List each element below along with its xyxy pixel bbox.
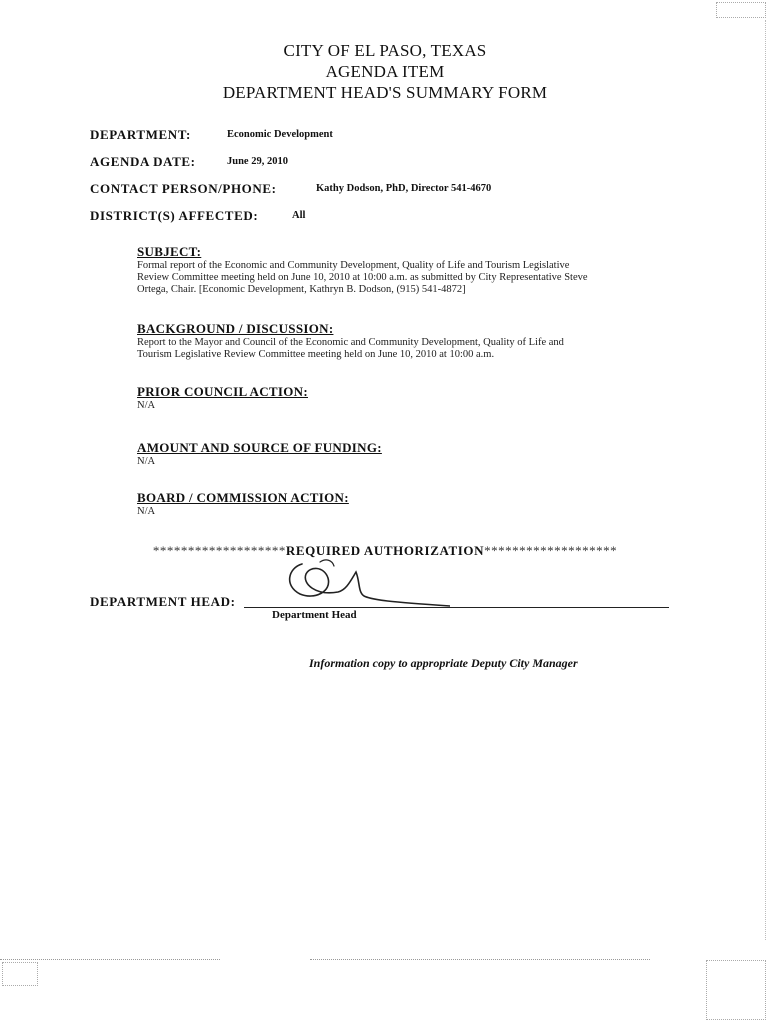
scan-artifact-line	[0, 959, 220, 960]
board-action-section	[137, 490, 697, 518]
funding-heading: AMOUNT AND SOURCE OF FUNDING:	[137, 440, 382, 455]
subject-heading: SUBJECT:	[137, 244, 202, 259]
background-heading: BACKGROUND / DISCUSSION:	[137, 321, 334, 336]
funding-body: N/A	[137, 456, 156, 467]
form-title: DEPARTMENT HEAD'S SUMMARY FORM	[222, 83, 548, 102]
handwritten-signature	[280, 552, 450, 612]
department-head-label: DEPARTMENT HEAD:	[90, 594, 236, 609]
subject-line-1: Formal report of the Economic and Community Development, Quality of Life and Tourism Legislative	[137, 260, 570, 271]
scan-artifact-edge	[765, 20, 766, 940]
agenda-date-label: AGENDA DATE:	[90, 154, 196, 169]
scan-artifact-line-2	[310, 959, 650, 960]
stars-right: *******************	[484, 543, 618, 558]
subject-line-2: Review Committee meeting held on June 10, 2010 at 10:00 a.m. as submitted by City Representative Steve	[137, 272, 588, 283]
district-label: DISTRICT(S) AFFECTED:	[90, 208, 259, 223]
information-copy-note: Information copy to appropriate Deputy City Manager	[309, 656, 578, 670]
stars-left: *******************	[152, 543, 286, 558]
funding-section	[137, 440, 697, 468]
contact-value: Kathy Dodson, PhD, Director 541-4670	[316, 183, 492, 194]
scan-artifact-box-left	[2, 962, 38, 986]
district-value: All	[292, 210, 306, 221]
board-action-body: N/A	[137, 506, 156, 517]
background-line-1: Report to the Mayor and Council of the Economic and Community Development, Quality of Life and	[137, 337, 564, 348]
required-authorization-label: REQUIRED AUTHORIZATION	[285, 543, 485, 558]
signature-line	[244, 607, 669, 608]
background-section	[137, 321, 697, 361]
background-line-2: Tourism Legislative Review Committee meeting held on June 10, 2010 at 10:00 a.m.	[137, 349, 495, 360]
scan-artifact-box-top	[716, 2, 766, 18]
agenda-item-title: AGENDA ITEM	[325, 62, 445, 81]
prior-action-section	[137, 384, 697, 412]
board-action-heading: BOARD / COMMISSION ACTION:	[137, 490, 349, 505]
subject-section	[137, 244, 697, 296]
city-title: CITY OF EL PASO, TEXAS	[283, 41, 487, 60]
contact-label: CONTACT PERSON/PHONE:	[90, 181, 277, 196]
department-label: DEPARTMENT:	[90, 127, 191, 142]
signature-caption: Department Head	[272, 609, 357, 621]
scan-artifact-box-right	[706, 960, 766, 1020]
department-value: Economic Development	[227, 129, 333, 140]
agenda-date-value: June 29, 2010	[227, 156, 288, 167]
form-header	[0, 40, 770, 103]
prior-action-heading: PRIOR COUNCIL ACTION:	[137, 384, 308, 399]
subject-line-3: Ortega, Chair. [Economic Development, Kathryn B. Dodson, (915) 541-4872]	[137, 284, 466, 295]
prior-action-body: N/A	[137, 400, 156, 411]
